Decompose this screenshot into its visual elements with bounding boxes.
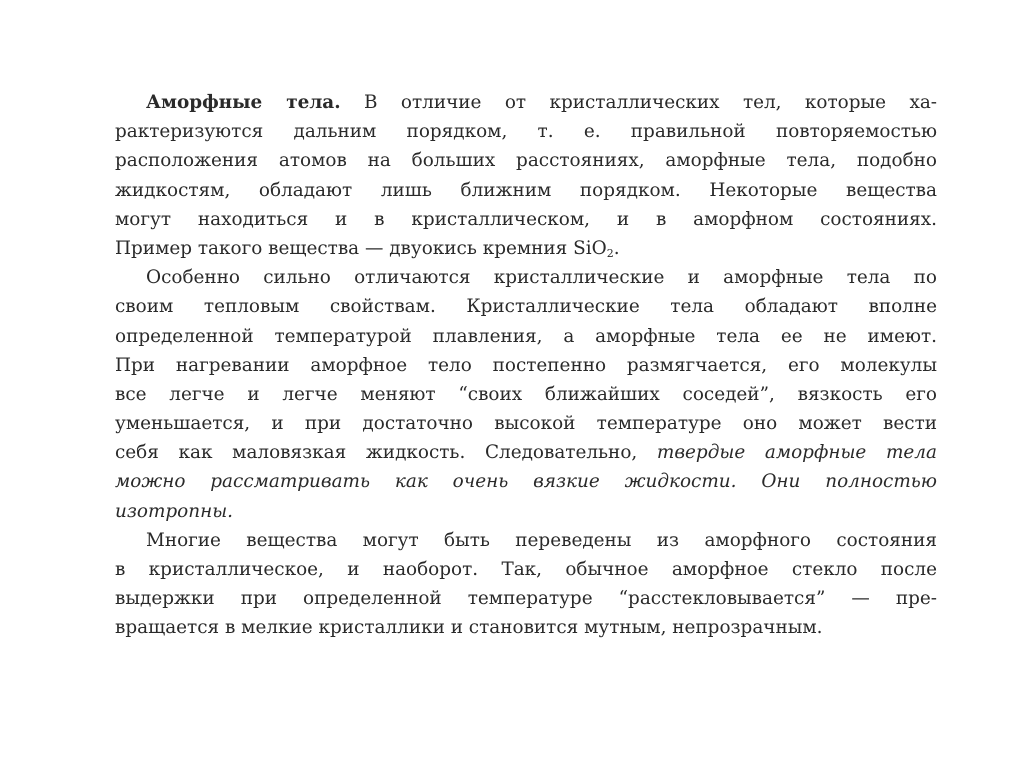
- paragraph-devitrification: [115, 526, 937, 643]
- section-heading: Аморфные тела.: [146, 92, 341, 113]
- text-line: Особенно сильно отличаются кристаллические и аморфные тела по: [146, 267, 937, 289]
- text-segment: себя как маловязкая жидкость. Следовательно,: [115, 442, 657, 464]
- text-line: [115, 438, 937, 467]
- text-line: [115, 234, 937, 263]
- text-line: своим тепловым свойствам. Кристаллические тела обладают вполне: [115, 296, 937, 318]
- text-line: вращается в мелкие кристаллики и становится мутным, непрозрачным.: [115, 617, 823, 639]
- text-line: могут находиться и в кристаллическом, и в аморфном состояниях.: [115, 208, 937, 230]
- text-line: рактеризуются дальним порядком, т. е. правильной повторяемостью: [115, 121, 937, 143]
- text-line: расположения атомов на больших расстояниях, аморфные тела, подобно: [115, 150, 937, 172]
- formula-subscript: 2: [606, 246, 614, 260]
- text-line: определенной температурой плавления, а аморфные тела ее не имеют.: [115, 325, 937, 347]
- text-line: Многие вещества могут быть переведены из аморфного состояния: [146, 529, 937, 551]
- text-line: изотропны.: [115, 500, 234, 522]
- paragraph-amorphous-bodies: [115, 88, 937, 263]
- italic-text: твердые аморфные тела: [656, 442, 937, 464]
- text-line: в кристаллическое, и наоборот. Так, обычное аморфное стекло после: [115, 559, 937, 580]
- text-line: жидкостям, обладают лишь ближним порядком. Некоторые вещества: [115, 179, 937, 201]
- text-block: [115, 88, 937, 643]
- paragraph-thermal-properties: [115, 263, 937, 526]
- text-line: При нагревании аморфное тело постепенно размягчается, его молекулы: [115, 354, 937, 376]
- text-segment: .: [613, 237, 620, 259]
- text-line: все легче и легче меняют “своих ближайших соседей”, вязкость его: [115, 383, 937, 405]
- text-line: выдержки при определенной температуре “расстекловывается” — пре-: [115, 588, 937, 610]
- text-segment: Пример такого вещества — двуокись кремния SiO: [115, 237, 607, 259]
- text-line: можно рассматривать как очень вязкие жидкости. Они полностью: [115, 471, 937, 493]
- text-line: [115, 88, 937, 117]
- text-segment: В отличие от кристаллических тел, которые ха-: [340, 92, 937, 113]
- text-line: уменьшается, и при достаточно высокой температуре оно может вести: [115, 413, 937, 435]
